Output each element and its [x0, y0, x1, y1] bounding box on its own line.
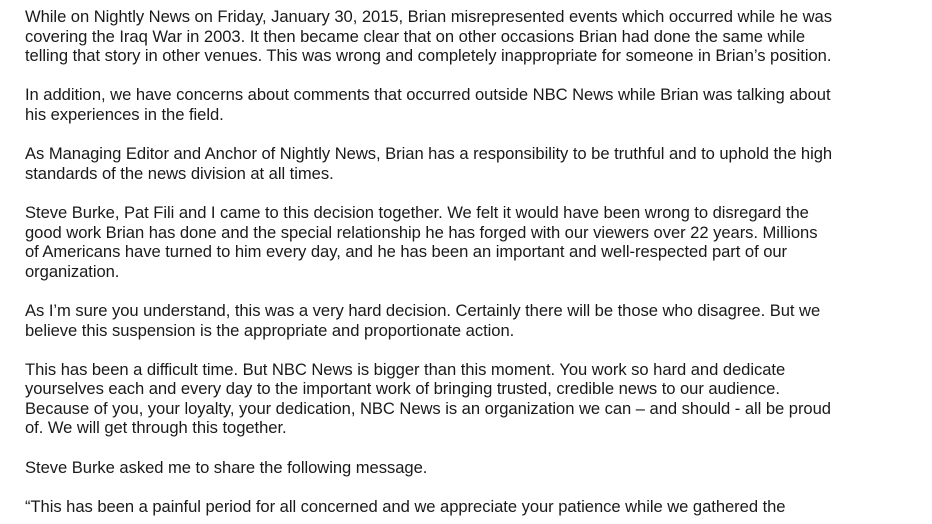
text-line: yourselves each and every day to the important work of bringing trusted, credible news to our audience. [25, 379, 780, 399]
paragraph-misrepresentation [25, 7, 920, 66]
paragraph-quote [25, 497, 920, 517]
text-line: telling that story in other venues. This was wrong and completely inappropriate for someone in Brian’s position. [25, 46, 832, 66]
text-line: While on Nightly News on Friday, January 30, 2015, Brian misrepresented events which occurred while he was [25, 7, 832, 26]
text-line: believe this suspension is the appropriate and proportionate action. [25, 320, 515, 340]
text-line: In addition, we have concerns about comments that occurred outside NBC News while Brian was talking about [25, 85, 831, 105]
text-line: Because of you, your loyalty, your dedication, NBC News is an organization we can – and should - all be proud [25, 398, 831, 418]
text-line: good work Brian has done and the special relationship he has forged with our viewers over 22 years. Millions [25, 222, 818, 242]
paragraph-responsibility [25, 144, 920, 183]
text-line: standards of the news division at all times. [25, 163, 334, 183]
text-line: “This has been a painful period for all concerned and we appreciate your patience while we gathered the [25, 496, 786, 516]
text-line: covering the Iraq War in 2003. It then became clear that on other occasions Brian had done the same while [25, 26, 806, 46]
paragraph-share-message [25, 458, 920, 478]
paragraph-concerns [25, 85, 920, 124]
paragraph-decision [25, 203, 920, 281]
text-line: Steve Burke, Pat Fili and I came to this decision together. We felt it would have been wrong to disregard the [25, 202, 809, 222]
text-line: Steve Burke asked me to share the following message. [25, 457, 428, 477]
text-line: of. We will get through this together. [25, 418, 287, 438]
memo-body [25, 7, 920, 524]
text-line: of Americans have turned to him every day, and he has been an important and well-respected part of our [25, 242, 788, 262]
text-line: organization. [25, 261, 120, 281]
text-line: This has been a difficult time. But NBC News is bigger than this moment. You work so hard and dedicate [25, 359, 786, 379]
text-line: As Managing Editor and Anchor of Nightly News, Brian has a responsibility to be truthful and to uphold the high [25, 144, 833, 164]
text-line: his experiences in the field. [25, 104, 224, 124]
paragraph-hard-decision [25, 301, 920, 340]
text-line: As I’m sure you understand, this was a very hard decision. Certainly there will be those who disagree. But we [25, 300, 821, 320]
paragraph-difficult-time [25, 360, 920, 438]
